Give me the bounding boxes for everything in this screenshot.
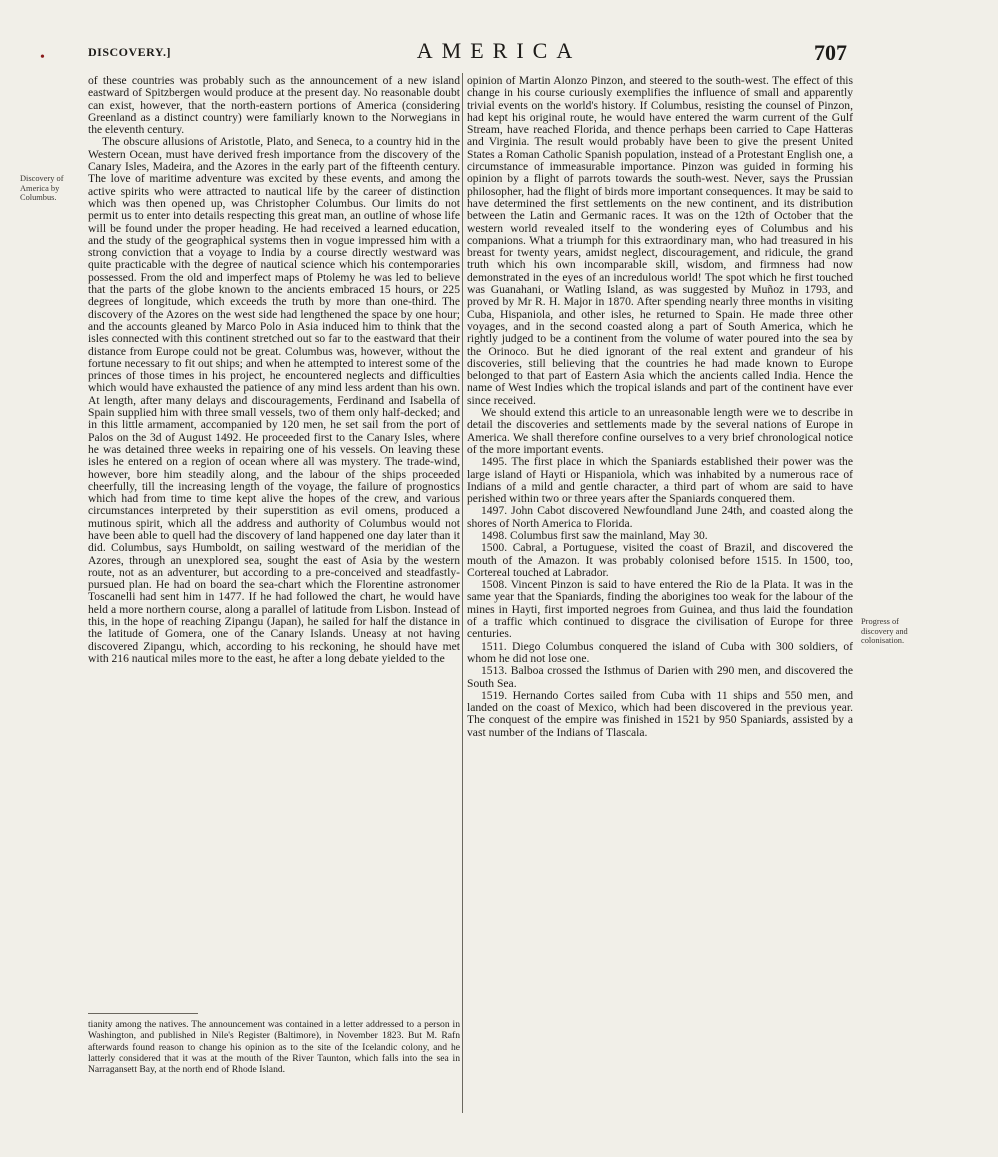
page-title: AMERICA xyxy=(416,38,582,63)
margin-note-progress: Progress of discovery and colonisation. xyxy=(861,617,908,645)
bullet-mark: • xyxy=(40,50,45,65)
page-number: 707 xyxy=(814,40,847,65)
chronology-entry: 1498. Columbus first saw the mainland, May 30. xyxy=(481,528,708,542)
paragraph: opinion of Martin Alonzo Pinzon, and steered to the south-west. The effect of this change in his course curiously exemplifies the influence of small and apparently trivial events on the world's history. If Columbus, resisting the counsel of Pinzon, had kept his original route, he would have entered the warm current of the Gulf Stream, have reached Florida, and thence perhaps been carried to Cape Hatteras and Virginia. The result would probably have been to give the present United States a Roman Catholic Spanish population, instead of a Protestant English one, a circumstance of immeasurable importance. Pinzon was guided in forming his opinion by a flight of parrots towards the south-west. Never, says the Prussian philosopher, had the flight of birds more important consequences. It may be said to have determined the first settlements on the new continent, and its distribution between the Latin and Germanic races. It was on the 12th of October that the western world revealed itself to the wondering eyes of Columbus and his companions. What a triumph for this extraordinary man, who had treasured in his breast for twenty years, amidst neglect, discouragement, and ridicule, the grand truth which his own incomparable skill, wisdom, and firmness had now demonstrated in the eyes of an incredulous world! The spot which he first touched was Guanahani, or Watling Island, as was suggested by Muñoz in 1793, and proved by Mr R. H. Major in 1870. After spending nearly three months in visiting Cuba, Hispaniola, and other isles, he returned to Spain. He made three other voyages, and in the second coasted along a part of South America, which he rightly judged to be a continent from the volume of water poured into the sea by the Orinoco. But he died ignorant of the real extent and grandeur of his discoveries, still believing that the countries he had made known to Europe belonged to that part of Eastern Asia which the ancients called India. Hence the name of West Indies which the tropical islands and part of the continent have ever since received. xyxy=(467,74,853,407)
chronology-entry: 1497. John Cabot discovered Newfoundland June 24th, and coasted along the shores of North America to Florida. xyxy=(467,504,853,530)
footnote-rule xyxy=(88,1013,198,1014)
chronology-entry: 1495. The first place in which the Spaniards established their power was the large island of Hayti or Hispaniola, which was inhabited by a numerous race of Indians of a mild and gentle character, a third part of whom are said to have perished within two or three years after the Spaniards conquered them. xyxy=(467,455,853,506)
paragraph: We should extend this article to an unreasonable length were we to describe in detail the discoveries and settlements made by the several nations of Europe in America. We shall therefore confine ourselves to a very brief chronological notice of the more important events. xyxy=(467,406,853,456)
chronology-entry: 1508. Vincent Pinzon is said to have entered the Rio de la Plata. It was in the same year that the Spaniards, finding the aborigines too weak for the labour of the mines in Hayti, first imported negroes from Guinea, and thus laid the foundation of a traffic which continued to disgrace the civilisation of Europe for three centuries. xyxy=(467,578,853,641)
chronology-entry: 1500. Cabral, a Portuguese, visited the coast of Brazil, and discovered the mouth of the Amazon. It was probably colonised before 1515. In 1500, too, Cortereal touched at Labrador. xyxy=(467,541,853,579)
left-column xyxy=(88,75,460,665)
footnote: tianity among the natives. The announcement was contained in a letter addressed to a person in Washington, and published in Nile's Register (Baltimore), in November 1823. But M. Rafn afterwards found reason to change his opinion as to the site of the Icelandic colony, and he latterly considered that it was at the mouth of the River Taunton, which falls into the sea in Narragansett Bay, at the north end of Rhode Island. xyxy=(88,1019,460,1076)
chronology-entry: 1511. Diego Columbus conquered the island of Cuba with 300 soldiers, of whom he did not lose one. xyxy=(467,639,853,665)
paragraph: of these countries was probably such as the announcement of a new island eastward of Spitzbergen would produce at the present day. No reasonable doubt can exist, however, that the north-eastern portions of America (considering Greenland as a distinct country) were familiarly known to the Norwegians in the eleventh century. xyxy=(88,74,460,137)
chronology-entry: 1513. Balboa crossed the Isthmus of Darien with 290 men, and discovered the South Sea. xyxy=(467,664,853,690)
column-divider xyxy=(462,73,463,1113)
section-header: DISCOVERY.] xyxy=(88,45,171,59)
paragraph: The obscure allusions of Aristotle, Plato, and Seneca, to a country hid in the Western Ocean, must have derived fresh importance from the discovery of the Canary Isles, Madeira, and the Azores in the early part of the fifteenth century. The love of maritime adventure was excited by these events, and among the active spirits who were attracted to nautical life by the career of distinction which was then opened up, was Christopher Columbus. Our limits do not permit us to enter into details respecting this great man, an outline of whose life will be found under the proper heading. He had received a learned education, and the study of the geographical systems then in vogue impressed him with a strong conviction that a voyage to India by a course directly westward was quite practicable with the degree of nautical science which his contemporaries possessed. From the old and imperfect maps of Ptolemy he was led to believe that the parts of the globe known to the ancients embraced 15 hours, or 225 degrees of longitude, which exceeds the truth by more than one-third. The discovery of the Azores on the west side had lengthened the space by one hour; and the accounts gleaned by Marco Polo in Asia induced him to think that the isles connected with this continent stretched out so far to the eastward that their distance from Europe could not be great. Columbus was, however, without the fortune necessary to fit out ships; and when he attempted to interest some of the princes of those times in his project, he encountered neglects and difficulties which would have exhausted the patience of any mind less ardent than his own. At length, after many delays and discouragements, Ferdinand and Isabella of Spain supplied him with three small vessels, two of them only half-decked; and in this little armament, accompanied by 120 men, he set sail from the port of Palos on the 3d of August 1492. He proceeded first to the Canary Isles, where he was detained three weeks in repairing one of his vessels. On leaving these isles he entered on a region of ocean where all was mystery. The trade-wind, however, bore him steadily along, and the labour of the ships proceeded cheerfully, till the increasing length of the voyage, the failure of prognostics which had from time to time kept alive the hopes of the crew, and various circumstances interpreted by their superstition as evil omens, produced a mutinous spirit, which all the address and authority of Columbus would not have been able to quell had the discovery of land happened one day later than it did. Columbus, says Humboldt, on sailing westward of the meridian of the Azores, through an unexplored sea, sought the east of Asia by the western route, not as an adventurer, but according to a pre-conceived and steadfastly-pursued plan. He had on board the sea-chart which the Florentine astronomer Toscanelli had sent him in 1477. If he had followed the chart, he would have held a more northern course, along a parallel of latitude from Lisbon. Instead of this, in the hope of reaching Zipangu (Japan), he sailed for half the distance in the latitude of Gomera, one of the Canary Islands. Uneasy at not having discovered Zipangu, which, according to his reckoning, he should have met with 216 nautical miles more to the east, he after a long debate yielded to the xyxy=(88,135,460,665)
margin-note-columbus: Discovery of America by Columbus. xyxy=(20,174,64,202)
chronology-entry: 1519. Hernando Cortes sailed from Cuba with 11 ships and 550 men, and landed on the coast of Mexico, which had been discovered in the previous year. The conquest of the empire was finished in 1521 by 950 Spaniards, assisted by a vast number of the Indians of Tlascala. xyxy=(467,688,853,739)
right-column xyxy=(467,75,853,739)
